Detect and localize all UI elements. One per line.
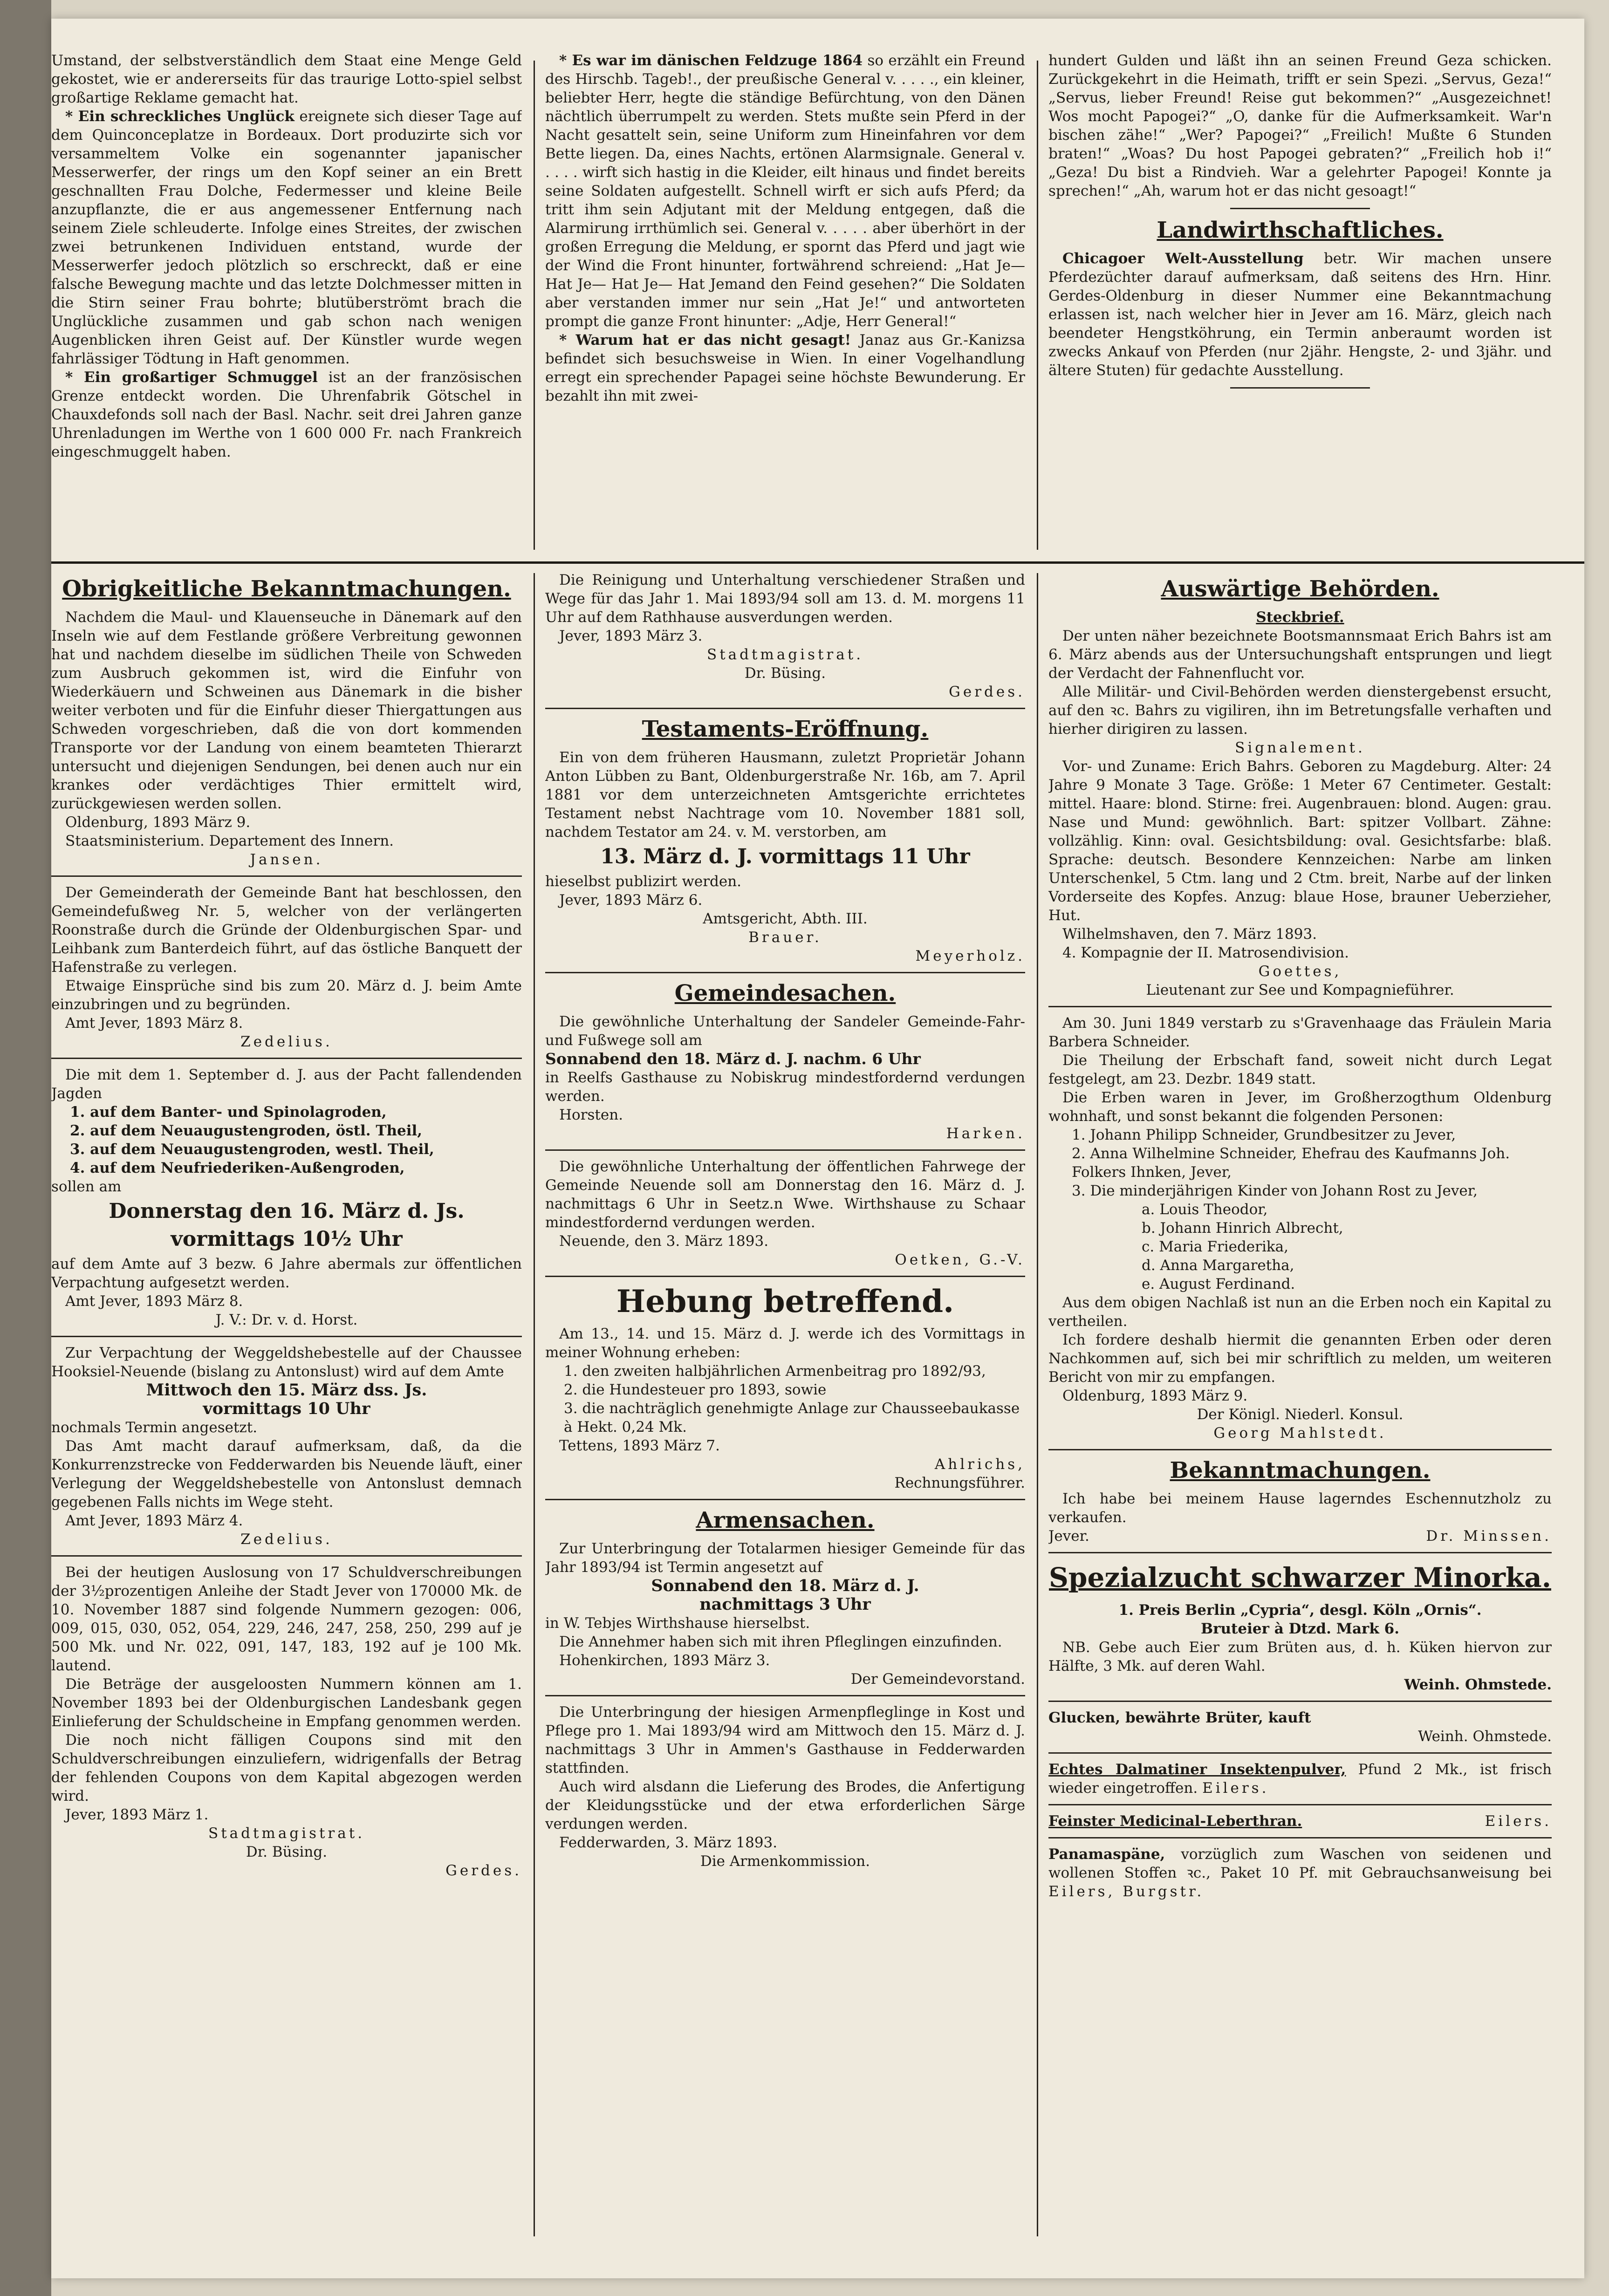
children-list: [1048, 1200, 1552, 1293]
top-column-1: [51, 51, 522, 554]
list-item: 2. Anna Wilhelmine Schneider, Ehefrau des Kaufmanns Joh. Folkers Ihnken, Jever,: [1072, 1145, 1510, 1181]
notice-body: Die Annehmer haben sich mit ihren Pfleglingen einzufinden.: [559, 1633, 1002, 1650]
advert-signature: Eilers.: [1485, 1813, 1552, 1830]
notice-body: Etwaige Einsprüche sind bis zum 20. März d. J. beim Amte einzubringen und zu begründen.: [51, 977, 522, 1013]
divider: [51, 875, 522, 877]
notice-body: Der Gemeinderath der Gemeinde Bant hat beschlossen, den Gemeindefußweg Nr. 5, welcher von der verlängerten Roonstraße durch die Gründe der Oldenburgischen Spar- und Leihbank zum Banterdeich führt, auf das östliche Banquett der Hafenstraße zu verlegen.: [51, 884, 522, 976]
notice-signature: Brauer.: [748, 929, 822, 946]
notice-body: nochmals Termin angesetzt.: [51, 1419, 258, 1436]
notice-body: Die Beträge der ausgeloosten Nummern können am 1. November 1893 bei der Oldenburgischen Landesbank gegen Einlieferung der Schuldscheine in Empfang genommen werden.: [51, 1676, 522, 1730]
top-column-2: [545, 51, 1025, 554]
notice-body: Ich habe bei meinem Hause lagerndes Eschennutzholz zu verkaufen.: [1048, 1490, 1552, 1526]
notice-body: Das Amt macht darauf aufmerksam, daß, da die Konkurrenzstrecke von Fedderwarden bis Neuende läuft, einer Verlegung der Weggeldshebestelle von Antonslust demnach gegebenen Falls nichts im Wege steht.: [51, 1438, 522, 1510]
notice-signature-title: Lieutenant zur See und Kompagnieführer.: [1146, 982, 1454, 998]
notice-date: Jever, 1893 März 6.: [559, 892, 703, 909]
advert-signature: Weinh. Ohmstede.: [1404, 1676, 1552, 1693]
notice-body: Alle Militär- und Civil-Behörden werden dienstergebenst ersucht, auf den ꝛc. Bahrs zu vigiliren, ihn im Betretungsfalle verhaften und hierher dirigiren zu lassen.: [1048, 683, 1552, 738]
advert-body: Glucken, bewährte Brüter, kauft: [1048, 1709, 1311, 1726]
notice-body: sollen am: [51, 1178, 122, 1195]
notice-signature: Dr. Minssen.: [1426, 1528, 1552, 1544]
article-body: betr. Wir machen unsere Pferdezüchter darauf aufmerksam, daß seitens des Hrn. Hinr. Gerdes-Oldenburg in dieser Nummer eine Bekanntmachung erlassen ist, nach welcher hier in Jever am 16. März, gleich nach beendeter Hengstköhrung, ein Termin anberaumt worden ist zwecks Ankauf von Pferden (nur 2jähr. Hengste, 2- und 3jähr. und ältere Stuten) für gedachte Ausstellung.: [1048, 250, 1552, 379]
notice-signature: Jansen.: [250, 851, 323, 868]
list-item: 3. auf dem Neuaugustengroden, westl. Theil,: [70, 1141, 434, 1158]
article-body: ereignete sich dieser Tage auf dem Quinconceplatze in Bordeaux. Dort produzirte sich vor versammeltem Volke ein sogenannter japanischer Messerwerfer, der rings um den Kopf seiner an ein Brett geschnallten Frau Dolche, Federmesser und kleine Beile anzupflanzte, die er aus angemessener Entfernung nach seinem Ziele schleuderte. Infolge eines Streites, der zwischen zwei betrunkenen Individuen entstand, wurde der Messerwerfer jedoch plötzlich so erschreckt, daß er eine falsche Bewegung machte und das letzte Dolchmesser mitten in die Stirn seiner Frau bohrte; blutüberströmt brach die Unglückliche zusammen und gab schon nach wenigen Augenblicken ihren Geist auf. Der Künstler wurde wegen fahrlässiger Tödtung in Haft genommen.: [51, 108, 522, 367]
divider: [51, 1058, 522, 1059]
notice-body: Nachdem die Maul- und Klauenseuche in Dänemark auf den Inseln wie auf dem Festlande größere Verbreitung gewonnen hat und nachdem dieselbe im südlichen Theile von Schweden zum Ausbruch gekommen ist, wird die Einfuhr von Wiederkäuern und Schweinen aus Dänemark in die bisher weiter verboten und für die Einfuhr dieser Thiergattungen aus Schweden vorgeschrieben, daß die von dort kommenden Transporte vor der Landung von einem beamteten Thierarzt untersucht und diejenigen Sendungen, bei denen auch nur ein krankes oder verdächtiges Thier ermittelt wird, zurückgewiesen werden sollen.: [51, 609, 522, 812]
notice-body: Die gewöhnliche Unterhaltung der Sandeler Gemeinde-Fahr- und Fußwege soll am: [545, 1013, 1025, 1049]
notice-date: Amt Jever, 1893 März 8.: [65, 1015, 243, 1032]
notice-body: Die Theilung der Erbschaft fand, soweit nicht durch Legat festgelegt, am 23. Dezbr. 1849 statt.: [1048, 1052, 1552, 1087]
notice-date: Amt Jever, 1893 März 4.: [65, 1512, 243, 1529]
section-heading: Auswärtige Behörden.: [1161, 576, 1439, 602]
advert-heading: Feinster Medicinal-Leberthran.: [1048, 1813, 1302, 1830]
notice-date-bold: Sonnabend den 18. März d. J. nachm. 6 Uhr: [545, 1050, 921, 1068]
article-body: ist an der französischen Grenze entdeckt worden. Die Uhrenfabrik Götschel in Chauxdefonds soll nach der Basl. Nachr. seit drei Jahren ganze Uhrenladungen im Werthe von 1 600 000 Fr. nach Frankreich eingeschmuggelt haben.: [51, 369, 522, 460]
notice-unit: 4. Kompagnie der II. Matrosendivision.: [1062, 944, 1349, 961]
divider: [545, 708, 1025, 709]
notice-office: Stadtmagistrat.: [706, 646, 864, 663]
notice-body: Ich fordere deshalb hiermit die genannten Erben oder deren Nachkommen auf, sich bei mir schriftlich zu melden, um weiteren Bericht von mir zu empfangen.: [1048, 1332, 1552, 1386]
notice-body: Die Erben waren in Jever, im Großherzogthum Oldenburg wohnhaft, und sonst bekannt die folgenden Personen:: [1048, 1089, 1552, 1125]
advert-body: vorzüglich zum Waschen von seidenen und wollenen Stoffen ꝛc., Paket 10 Pf. mit Gebrauchsanweisung bei: [1048, 1846, 1552, 1881]
notice-body: Die noch nicht fälligen Coupons sind mit den Schuldverschreibungen einzuliefern, widrigenfalls der Betrag der fehlenden Coupons von dem Kapital abgezogen werden wird.: [51, 1732, 522, 1804]
divider: [545, 1499, 1025, 1500]
advert-heading: Spezialzucht schwarzer Minorka.: [1049, 1562, 1551, 1593]
notice-body: Zur Unterbringung der Totalarmen hiesiger Gemeinde für das Jahr 1893/94 ist Termin angesetzt auf: [545, 1540, 1025, 1576]
article-lead: Chicagoer Welt-Ausstellung: [1062, 250, 1304, 267]
notice-signature: Gerdes.: [445, 1862, 522, 1879]
notice-body: Vor- und Zuname: Erich Bahrs. Geboren zu Magdeburg. Alter: 24 Jahre 9 Monate 3 Tage. Größe: 1 Meter 67 Centimeter. Gestalt: mittel. Haare: blond. Stirne: frei. Augenbrauen: blond. Augen: grau. Nase und Mund: gewöhnlich. Bart: spitzer Vollbart. Zähne: vollzählig. Kinn: oval. Gesichtsbildung: oval. Gesichtsfarbe: blaß. Sprache: deutsch. Besondere Kennzeichen: Narbe am linken Unterschenkel, 5 Ctm. lang und 2 Ctm. breit, Narbe auf der linken Vorderseite des Kopfes. Anzug: blaue Hose, brauner Ueberzieher, Hut.: [1048, 758, 1552, 924]
heirs-list: [1048, 1126, 1552, 1200]
column-divider: [534, 573, 535, 2236]
notice-signature: Dr. Büsing.: [744, 665, 826, 682]
notice-place: Jever.: [1048, 1528, 1089, 1544]
article-heading: * Ein schreckliches Unglück: [65, 108, 294, 125]
notice-body: Die Unterbringung der hiesigen Armenpfleglinge in Kost und Pflege pro 1. Mai 1893/94 wird am Mittwoch den 15. März d. J. nachmittags 3 Uhr in Ammen's Gasthause in Fedderwarden stattfinden.: [545, 1704, 1025, 1777]
notice-date-big: Donnerstag den 16. März d. Js.: [109, 1199, 465, 1223]
notice-body: hieselbst publizirt werden.: [545, 873, 742, 890]
advert-line: Bruteier à Dtzd. Mark 6.: [1200, 1620, 1400, 1637]
list-item: 4. auf dem Neufriederiken-Außengroden,: [70, 1160, 405, 1176]
section-heading: Bekanntmachungen.: [1170, 1457, 1431, 1483]
notice-signature: Ahlrichs,: [934, 1456, 1025, 1473]
notice-place: Horsten.: [559, 1107, 623, 1123]
divider: [1048, 1552, 1552, 1553]
column-divider: [1037, 573, 1038, 2236]
hunting-list: [51, 1103, 522, 1177]
notice-body: auf dem Amte auf 3 bezw. 6 Jahre abermals zur öffentlichen Verpachtung aufgesetzt werden.: [51, 1256, 522, 1291]
notice-body: Der unten näher bezeichnete Bootsmannsmaat Erich Bahrs ist am 6. März abends aus der Untersuchungshaft entsprungen und liegt der Verdacht der Fahnenflucht vor.: [1048, 628, 1552, 682]
article-body: Janaz aus Gr.-Kanizsa befindet sich besuchsweise in Wien. In einer Vogelhandlung erregt ein sprechender Papagei seine höchste Bewunderung. Er bezahlt ihn mit zwei-: [545, 332, 1025, 404]
notice-date: Oldenburg, 1893 März 9.: [1062, 1387, 1248, 1404]
notice-subheading: Signalement.: [1235, 739, 1365, 756]
divider: [1048, 1837, 1552, 1838]
list-item: 1. den zweiten halbjährlichen Armenbeitrag pro 1892/93,: [564, 1363, 986, 1380]
notice-date: Amt Jever, 1893 März 8.: [65, 1293, 243, 1310]
divider: [1230, 208, 1370, 209]
list-item: 2. die Hundesteuer pro 1893, sowie: [564, 1381, 827, 1398]
notice-office: Stadtmagistrat.: [208, 1825, 365, 1842]
notice-date: Fedderwarden, 3. März 1893.: [559, 1834, 778, 1851]
notice-signature: J. V.: Dr. v. d. Horst.: [215, 1312, 358, 1328]
advert-body: Pfund 2 Mk., ist frisch wieder eingetroffen.: [1048, 1761, 1552, 1797]
collection-list: [545, 1362, 1025, 1436]
notice-date: Neuende, den 3. März 1893.: [559, 1233, 769, 1250]
advert-heading: Panamaspäne,: [1048, 1846, 1165, 1863]
notice-time-bold: nachmittags 3 Uhr: [699, 1595, 871, 1614]
notice-body: Die Reinigung und Unterhaltung verschiedener Straßen und Wege für das Jahr 1. Mai 1893/94 soll am 13. d. M. morgens 11 Uhr auf dem Rathhause ausverdungen werden.: [545, 572, 1025, 626]
list-item: 2. auf dem Neuaugustengroden, östl. Theil,: [70, 1122, 423, 1139]
notice-signature: Dr. Büsing.: [246, 1844, 328, 1860]
notice-date: Wilhelmshaven, den 7. März 1893.: [1062, 926, 1317, 943]
column-divider: [1037, 61, 1038, 550]
list-item: a. Louis Theodor,: [1142, 1201, 1268, 1218]
notice-date: Jever, 1893 März 1.: [65, 1806, 209, 1823]
list-item: 1. Johann Philipp Schneider, Grundbesitzer zu Jever,: [1072, 1127, 1456, 1143]
article-heading: * Es war im dänischen Feldzuge 1864: [559, 52, 863, 69]
divider: [51, 1555, 522, 1557]
list-item: 3. die nachträglich genehmigte Anlage zur Chausseebaukasse à Hekt. 0,24 Mk.: [564, 1400, 1020, 1435]
divider: [51, 1336, 522, 1337]
list-item: c. Maria Friederika,: [1142, 1238, 1288, 1255]
notice-date: Hohenkirchen, 1893 März 3.: [559, 1652, 770, 1669]
notice-signature: Zedelius.: [240, 1531, 333, 1548]
notice-signature: Der Gemeindevorstand.: [850, 1671, 1025, 1688]
article-body: so erzählt ein Freund des Hirschb. Tageb!., der preußische General v. . . . ., ein kleiner, beliebter Herr, hegte die ständige Befürchtung, von den Dänen nächtlich überrumpelt zu werden. Stets mußte sein Pferd in der Nacht gesattelt sein, seine Uniform zum Hineinfahren vor dem Bette liegen. Da, eines Nachts, ertönen Alarmsignale. General v. . . . . wirft sich hastig in die Kleider, eilt hinaus und findet bereits seine Soldaten aufgestellt. Schnell wirft er sich aufs Pferd; da tritt ihm sein Adjutant mit der Meldung entgegen, daß die Alarmirung irrthümlich sei. General v. . . . . aber überhört in der großen Erregung die Meldung, er spornt das Pferd und jagt wie der Wind die Front hinunter, fortwährend schreiend: „Hat Je— Hat Je— Hat Je— Hat Jemand den Feind gesehen?“ Die Soldaten aber verstanden immer nur sein „Hat Je!“ und antworteten prompt die ganze Front hinunter: „Adje, Herr General!“: [545, 52, 1025, 330]
notice-date: Oldenburg, 1893 März 9.: [65, 814, 251, 831]
notice-date-big: 13. März d. J. vormittags 11 Uhr: [600, 845, 970, 868]
notice-body: in W. Tebjes Wirthshause hierselbst.: [545, 1615, 810, 1632]
notice-signature: Gerdes.: [949, 683, 1025, 700]
section-heading: Obrigkeitliche Bekanntmachungen.: [62, 576, 511, 602]
notice-date-bold: Sonnabend den 18. März d. J.: [651, 1576, 919, 1595]
left-column: [51, 571, 522, 2267]
notice-subheading: Steckbrief.: [1256, 609, 1344, 626]
list-item: 3. Die minderjährigen Kinder von Johann Rost zu Jever,: [1072, 1182, 1478, 1199]
notice-court: Amtsgericht, Abth. III.: [703, 910, 868, 927]
notice-body: Auch wird alsdann die Lieferung des Brodes, die Anfertigung der Kleidungsstücke und der etwa erforderlichen Särge verdungen werden.: [545, 1778, 1025, 1832]
list-item: 1. auf dem Banter- und Spinolagroden,: [70, 1104, 387, 1121]
article-continuation: Umstand, der selbstverständlich dem Staat eine Menge Geld gekostet, wie er andererseits für das traurige Lotto-spiel selbst großartige Reklame gemacht hat.: [51, 52, 522, 106]
advert-signature: Eilers, Burgstr.: [1048, 1883, 1205, 1900]
section-heading: Landwirthschaftliches.: [1157, 217, 1444, 243]
notice-body: in Reelfs Gasthause zu Nobiskrug mindestfordernd verdungen werden.: [545, 1069, 1025, 1105]
divider: [1048, 1701, 1552, 1702]
notice-office: Der Königl. Niederl. Konsul.: [1197, 1406, 1404, 1423]
divider: [545, 972, 1025, 973]
divider: [1048, 1006, 1552, 1007]
article-continuation: hundert Gulden und läßt ihn an seinen Freund Geza schicken. Zurückgekehrt in die Heimath, trifft er sein Spezi. „Servus, Geza!“ „Servus, lieber Freund! Reise gut bekommen?“ „Ausgezeichnet! Wos mocht Papogei?“ „O, danke für die Aufmerksamkeit. War'n bischen zähe!“ „Wer? Papogei?“ „Freilich! Mußte 6 Stunden braten!“ „Woas? Du host Papogei gebraten?“ „Freilich hob i!“ „Geza! Du bist a Rindvieh. War a gelehrter Papogei! Konnte ja sprechen!“ „Ah, warum hot er das nicht gesoagt!“: [1048, 52, 1552, 199]
section-heading: Hebung betreffend.: [616, 1283, 954, 1319]
notice-body: Bei der heutigen Auslosung von 17 Schuldverschreibungen der 3½prozentigen Anleihe der Stadt Jever von 170000 Mk. de 10. November 1887 sind folgende Nummern gezogen: 006, 009, 015, 030, 052, 054, 229, 246, 247, 258, 250, 299 auf je 500 Mk. und Nr. 022, 091, 147, 183, 192 auf je 100 Mk. lautend.: [51, 1564, 522, 1674]
newspaper-page: [51, 19, 1584, 2278]
article-heading: * Warum hat er das nicht gesagt!: [559, 332, 851, 348]
divider: [545, 1276, 1025, 1277]
divider: [1048, 1449, 1552, 1450]
notice-body: Die gewöhnliche Unterhaltung der öffentlichen Fahrwege der Gemeinde Neuende soll am Donnerstag den 16. März d. J. nachmittags 6 Uhr in Seetz.n Wwe. Wirthshause zu Schaar mindestfordernd verdungen werden.: [545, 1158, 1025, 1231]
notice-date: Jever, 1893 März 3.: [559, 628, 703, 644]
right-column: [1048, 571, 1552, 2267]
notice-body: Die mit dem 1. September d. J. aus der Pacht fallendenden Jagden: [51, 1066, 522, 1102]
section-divider: [51, 561, 1584, 564]
divider: [545, 1149, 1025, 1151]
middle-column: [545, 571, 1025, 2267]
notice-signature: Harken.: [946, 1125, 1025, 1142]
notice-time-bold: vormittags 10 Uhr: [203, 1399, 370, 1418]
list-item: b. Johann Hinrich Albrecht,: [1142, 1220, 1343, 1237]
advert-signature: Weinh. Ohmstede.: [1418, 1728, 1552, 1745]
notice-body: Zur Verpachtung der Weggeldshebestelle auf der Chaussee Hooksiel-Neuende (bislang zu Antonslust) wird auf dem Amte: [51, 1345, 522, 1380]
notice-signature: Zedelius.: [240, 1033, 333, 1050]
notice-signature: Meyerholz.: [915, 948, 1025, 964]
advert-heading: Echtes Dalmatiner Insektenpulver,: [1048, 1761, 1346, 1778]
section-heading: Armensachen.: [696, 1507, 875, 1533]
divider: [1048, 1804, 1552, 1805]
notice-body: Aus dem obigen Nachlaß ist nun an die Erben noch ein Kapital zu vertheilen.: [1048, 1294, 1552, 1330]
notice-signature: Die Armenkommission.: [700, 1853, 870, 1870]
notice-body: Am 13., 14. und 15. März d. J. werde ich des Vormittags in meiner Wohnung erheben:: [545, 1326, 1025, 1361]
notice-signature-title: Rechnungsführer.: [894, 1475, 1025, 1491]
divider: [1230, 387, 1370, 389]
top-column-3: [1048, 51, 1552, 554]
column-divider: [534, 61, 535, 550]
advert-line: 1. Preis Berlin „Cypria“, desgl. Köln „Ornis“.: [1118, 1602, 1482, 1619]
notice-body: Am 30. Juni 1849 verstarb zu s'Gravenhaage das Fräulein Maria Barbera Schneider.: [1048, 1015, 1552, 1050]
notice-time-big: vormittags 10½ Uhr: [171, 1227, 403, 1251]
notice-signature: Goettes,: [1258, 963, 1342, 980]
section-heading: Testaments-Eröffnung.: [642, 716, 929, 742]
article-heading: * Ein großartiger Schmuggel: [65, 369, 318, 386]
book-spine: [0, 0, 51, 2296]
notice-signature: Oetken, G.-V.: [895, 1251, 1025, 1268]
notice-date-bold: Mittwoch den 15. März dss. Js.: [146, 1380, 427, 1400]
divider: [1048, 1752, 1552, 1754]
divider: [545, 1695, 1025, 1696]
notice-signature: Georg Mahlstedt.: [1213, 1425, 1387, 1442]
advert-signature: Eilers.: [1202, 1780, 1269, 1797]
notice-body: Ein von dem früheren Hausmann, zuletzt Proprietär Johann Anton Lübben zu Bant, Oldenburgerstraße Nr. 16b, am 7. April 1881 vor dem unterzeichneten Amtsgerichte errichtetes Testament nebst Nachtrage vom 10. November 1881 soll, nachdem Testator am 24. v. M. verstorben, am: [545, 749, 1025, 840]
section-heading: Gemeindesachen.: [674, 980, 896, 1006]
list-item: e. August Ferdinand.: [1142, 1276, 1295, 1292]
list-item: d. Anna Margaretha,: [1142, 1257, 1294, 1274]
advert-body: NB. Gebe auch Eier zum Brüten aus, d. h. Küken hiervon zur Hälfte, 3 Mk. auf deren Wahl.: [1048, 1639, 1552, 1674]
notice-department: Staatsministerium. Departement des Innern.: [65, 833, 394, 849]
notice-date: Tettens, 1893 März 7.: [559, 1437, 720, 1454]
